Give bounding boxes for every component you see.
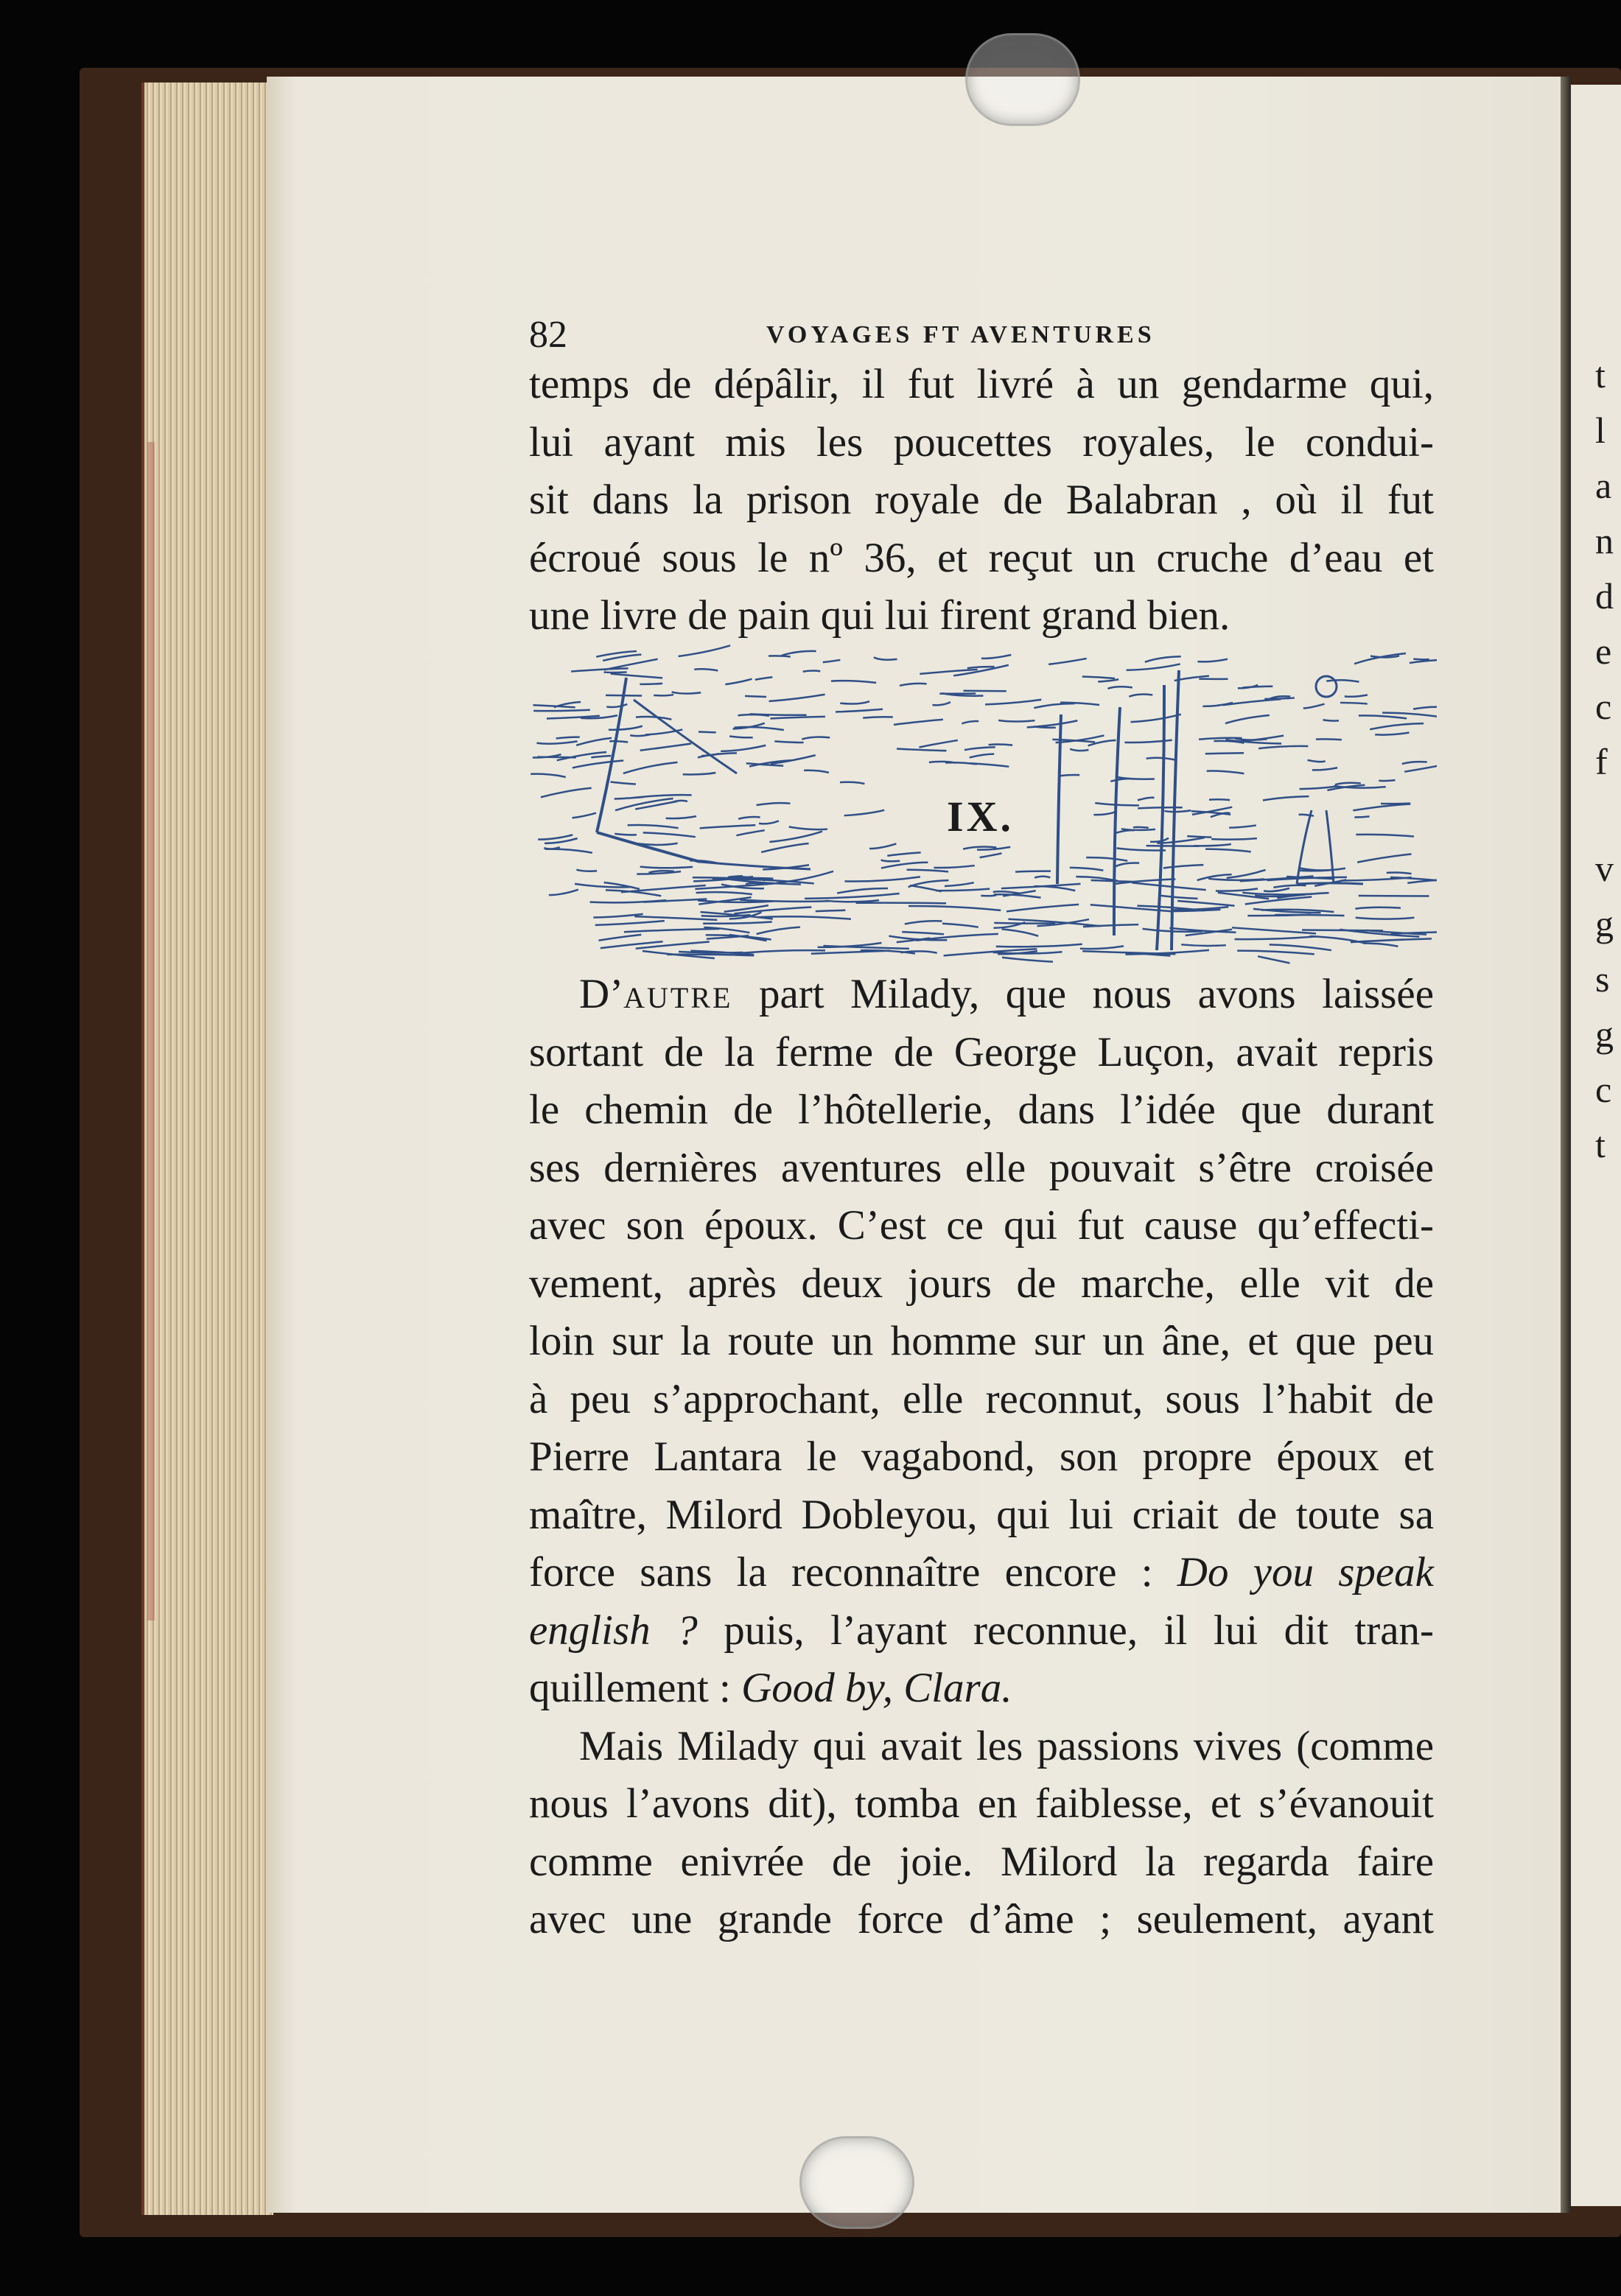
sketch-stroke xyxy=(679,645,730,656)
sketch-stroke xyxy=(1034,726,1055,727)
sketch-stroke xyxy=(696,892,752,894)
sketch-stroke xyxy=(636,717,671,720)
sketch-stroke xyxy=(897,749,946,751)
facing-page-letter: e xyxy=(1595,631,1612,672)
text-segment: nous l’avons dit), tomba en faiblesse, et s’évanouit xyxy=(529,1780,1434,1827)
sketch-stroke xyxy=(609,741,628,742)
text-line xyxy=(529,1433,1434,1481)
sketch-stroke xyxy=(874,657,897,659)
page-clip-top xyxy=(965,33,1080,126)
sketch-stroke xyxy=(782,651,816,656)
sketch-stroke xyxy=(736,830,764,835)
facing-page-letter: g xyxy=(1595,903,1614,944)
text-segment: écroué sous le nº 36, et reçut un cruche d’eau et xyxy=(529,534,1434,581)
sketch-stroke xyxy=(1093,811,1117,815)
sketch-stroke xyxy=(1326,680,1359,681)
text-segment: Pierre Lantara le vagabond, son propre époux et xyxy=(529,1433,1434,1480)
facing-page-letter: v xyxy=(1595,848,1614,889)
sketch-stroke xyxy=(536,741,577,743)
sketch-stroke xyxy=(1247,915,1311,916)
sketch-stroke xyxy=(725,679,752,684)
sketch-stroke xyxy=(845,877,920,881)
sketch-stroke xyxy=(538,835,573,839)
sketch-stroke xyxy=(831,681,876,683)
sketch-stroke xyxy=(672,692,701,693)
sketch-stroke xyxy=(1048,659,1087,664)
text-segment: maître, Milord Dobleyou, qui lui criait de toute sa xyxy=(529,1491,1434,1538)
sketch-stroke xyxy=(671,801,687,803)
page-edge-tint xyxy=(147,442,155,1621)
sketch-stroke xyxy=(1080,946,1124,949)
facing-page-letter: t xyxy=(1595,354,1606,396)
sketch-stroke xyxy=(1127,664,1180,670)
sketch-stroke xyxy=(887,852,920,855)
sketch-stroke xyxy=(1309,936,1365,944)
sketch-stroke xyxy=(755,677,772,679)
text-line xyxy=(529,1896,1434,1943)
sketch-stroke xyxy=(598,935,641,941)
sketch-stroke xyxy=(571,668,628,671)
sketch-stroke xyxy=(980,853,1002,857)
sketch-stroke xyxy=(840,701,869,703)
sketch-stroke xyxy=(549,890,578,896)
sketch-stroke xyxy=(1146,758,1177,760)
sketch-stroke xyxy=(1297,810,1312,884)
sketch-stroke xyxy=(1312,768,1337,770)
sketch-stroke xyxy=(1006,905,1079,911)
sketch-stroke xyxy=(1177,901,1234,906)
sketch-stroke xyxy=(759,821,779,824)
italic-text: Good by, Clara. xyxy=(741,1665,1012,1711)
text-segment: ses dernières aventures elle pouvait s’être croisée xyxy=(529,1144,1434,1191)
sketch-stroke xyxy=(597,832,700,862)
sketch-stroke xyxy=(576,738,612,745)
sketch-stroke xyxy=(635,801,677,810)
text-line xyxy=(529,361,1434,408)
sketch-stroke xyxy=(1034,886,1076,891)
sketch-stroke xyxy=(905,921,942,924)
sketch-stroke xyxy=(611,674,662,678)
sketch-stroke xyxy=(1197,659,1228,662)
sketch-stroke xyxy=(628,825,679,828)
text-segment: une livre de pain qui lui firent grand bien. xyxy=(529,592,1230,639)
sketch-stroke xyxy=(1363,944,1398,947)
sketch-stroke xyxy=(1211,838,1257,840)
sketch-stroke xyxy=(804,770,829,773)
sketch-stroke xyxy=(1356,918,1415,919)
sketch-stroke xyxy=(837,888,888,894)
text-line xyxy=(529,1029,1434,1076)
sketch-stroke xyxy=(902,932,944,934)
sketch-stroke xyxy=(603,655,641,661)
sketch-stroke xyxy=(1132,882,1205,890)
text-line xyxy=(529,1376,1434,1423)
sketch-stroke xyxy=(803,671,820,672)
sketch-stroke xyxy=(844,810,885,815)
sketch-stroke xyxy=(1002,929,1039,935)
sketch-stroke xyxy=(802,737,830,740)
facing-page-letter: c xyxy=(1595,686,1612,727)
text-line xyxy=(529,419,1434,466)
sketch-stroke xyxy=(919,740,957,748)
sketch-stroke xyxy=(623,762,678,773)
sketch-stroke xyxy=(1060,775,1079,776)
text-segment: le chemin de l’hôtellerie, dans l’idée que durant xyxy=(529,1086,1434,1133)
sketch-stroke xyxy=(1303,704,1325,709)
sketch-stroke xyxy=(573,813,596,818)
text-line xyxy=(529,1723,1434,1770)
sketch-stroke xyxy=(856,903,947,904)
italic-text: Do you speak xyxy=(1177,1549,1434,1595)
sketch-stroke xyxy=(1413,659,1429,660)
text-line xyxy=(529,1607,1434,1654)
sketch-stroke xyxy=(932,702,950,705)
sketch-stroke xyxy=(1316,739,1342,740)
sketch-stroke xyxy=(771,755,816,764)
sketch-stroke xyxy=(970,754,994,758)
sketch-stroke xyxy=(1159,896,1198,899)
sketch-stroke xyxy=(1355,907,1401,909)
facing-page-letter: c xyxy=(1595,1069,1612,1110)
sketch-stroke xyxy=(683,773,716,774)
sketch-stroke xyxy=(545,849,592,853)
sketch-stroke xyxy=(936,889,990,891)
text-line xyxy=(529,1202,1434,1249)
sketch-stroke xyxy=(1131,715,1181,722)
page-clip-bottom xyxy=(799,2136,914,2229)
rider-figure xyxy=(1316,676,1337,697)
sketch-stroke xyxy=(1413,707,1437,709)
sketch-stroke xyxy=(1107,687,1132,689)
sketch-stroke xyxy=(1002,958,1053,962)
text-segment: sit dans la prison royale de Balabran , où il fut xyxy=(529,477,1434,523)
facing-page-letter: t xyxy=(1595,1124,1606,1165)
text-line xyxy=(529,592,1434,639)
sketch-stroke xyxy=(769,832,822,842)
text-line xyxy=(529,1665,1434,1712)
sketch-stroke xyxy=(624,929,720,932)
sketch-stroke xyxy=(900,684,927,686)
sketch-stroke xyxy=(640,744,692,751)
text-segment: avec une grande force d’âme ; seulement, ayant xyxy=(529,1896,1434,1942)
sketch-stroke xyxy=(1370,723,1424,729)
sketch-stroke xyxy=(1129,694,1152,696)
facing-page-letter: l xyxy=(1595,410,1606,451)
text-segment: force sans la reconnaître encore : xyxy=(529,1549,1177,1595)
sketch-stroke xyxy=(910,885,942,891)
text-line xyxy=(529,1318,1434,1365)
sketch-stroke xyxy=(994,894,1041,897)
sketch-stroke xyxy=(1116,848,1166,850)
sketch-stroke xyxy=(1308,760,1326,762)
sketch-stroke xyxy=(1181,944,1226,946)
sketch-stroke xyxy=(1205,849,1251,852)
sketch-stroke xyxy=(1402,762,1427,764)
sketch-stroke xyxy=(816,910,846,911)
sketch-stroke xyxy=(1264,888,1289,891)
sketch-stroke xyxy=(881,863,928,868)
sketch-stroke xyxy=(634,916,717,920)
sketch-stroke xyxy=(761,843,808,852)
sketch-stroke xyxy=(1133,827,1149,828)
sketch-stroke xyxy=(998,720,1034,722)
sketch-stroke xyxy=(996,944,1082,947)
sketch-stroke xyxy=(840,782,864,784)
sketch-stroke xyxy=(1354,653,1406,664)
text-line xyxy=(529,1839,1434,1886)
sketch-stroke xyxy=(1235,936,1315,939)
book-gutter xyxy=(1561,77,1571,2213)
sketch-stroke xyxy=(789,826,827,829)
sketch-stroke xyxy=(805,894,899,899)
facing-page-letter: a xyxy=(1595,465,1612,506)
sketch-stroke xyxy=(1225,715,1270,723)
sketch-stroke xyxy=(606,704,627,707)
sketch-stroke xyxy=(945,882,974,886)
sketch-stroke xyxy=(591,756,611,757)
text-line xyxy=(529,1260,1434,1307)
sketch-stroke xyxy=(1379,780,1395,781)
sketch-stroke xyxy=(1070,868,1103,871)
text-line xyxy=(529,1549,1434,1596)
sketch-stroke xyxy=(721,745,766,751)
chapter-number: IX. xyxy=(947,793,1014,840)
sketch-stroke xyxy=(1359,715,1407,718)
text-line xyxy=(529,535,1434,582)
text-segment: comme enivrée de joie. Milord la regarda faire xyxy=(529,1838,1434,1885)
sketch-stroke xyxy=(771,717,825,719)
sketch-stroke xyxy=(757,927,800,934)
text-segment: avec son époux. C’est ce qui fut cause qu’effecti- xyxy=(529,1202,1434,1249)
sketch-stroke xyxy=(1207,771,1244,774)
italic-text: english ? xyxy=(529,1607,698,1654)
text-segment: part Milady, que nous avons laissée xyxy=(732,971,1434,1017)
sketch-stroke xyxy=(1082,676,1115,678)
text-line xyxy=(529,971,1434,1018)
sketch-stroke xyxy=(964,747,995,750)
sketch-stroke xyxy=(531,774,566,777)
sketch-stroke xyxy=(869,843,896,849)
sketch-stroke xyxy=(666,816,696,818)
page-number: 82 xyxy=(529,314,567,356)
sketch-stroke xyxy=(1150,838,1169,842)
sketch-stroke xyxy=(1070,749,1088,751)
sketch-stroke xyxy=(738,817,760,819)
text-segment: temps de dépâlir, il fut livré à un gendarme qui, xyxy=(529,361,1434,407)
page-edges xyxy=(141,82,273,2215)
sketch-stroke xyxy=(1145,656,1181,662)
sketch-stroke xyxy=(1194,844,1231,846)
facing-page-letter: d xyxy=(1595,575,1614,617)
sketch-stroke xyxy=(1258,956,1289,963)
sketch-stroke xyxy=(1387,873,1412,874)
sketch-stroke xyxy=(694,669,718,670)
text-segment: lui ayant mis les poucettes royales, le condui- xyxy=(529,418,1434,466)
running-head: VOYAGES FT AVENTURES xyxy=(766,321,1155,348)
sketch-stroke xyxy=(769,695,825,701)
text-segment: puis, l’ayant reconnue, il lui dit tran- xyxy=(697,1607,1434,1654)
sketch-stroke xyxy=(1229,825,1256,827)
sketch-stroke xyxy=(917,934,998,941)
sketch-stroke xyxy=(1273,885,1306,888)
sketch-stroke xyxy=(942,924,978,927)
sketch-stroke xyxy=(1263,796,1309,800)
text-line xyxy=(529,1145,1434,1192)
sketch-stroke xyxy=(573,760,623,768)
sketch-stroke xyxy=(556,737,580,739)
sketch-stroke xyxy=(1216,888,1258,891)
sketch-stroke xyxy=(595,921,665,925)
sketch-stroke xyxy=(699,731,716,732)
sketch-stroke xyxy=(962,721,978,723)
text-line xyxy=(529,1780,1434,1828)
sketch-stroke xyxy=(609,726,643,730)
sketch-stroke xyxy=(1034,703,1074,708)
sketch-stroke xyxy=(738,715,769,716)
sketch-stroke xyxy=(1353,804,1410,810)
sketch-stroke xyxy=(1015,871,1051,872)
sketch-stroke xyxy=(1375,733,1409,735)
sketch-stroke xyxy=(643,832,696,837)
sketch-stroke xyxy=(1163,865,1203,868)
sketch-stroke xyxy=(611,782,636,784)
sketch-stroke xyxy=(824,946,909,949)
small-caps-text: autre xyxy=(623,971,733,1017)
sketch-stroke xyxy=(836,709,883,712)
sketch-stroke xyxy=(703,922,772,924)
sketch-stroke xyxy=(1121,829,1155,830)
sketch-stroke xyxy=(701,915,751,916)
text-line xyxy=(529,1492,1434,1539)
sketch-stroke xyxy=(823,660,841,662)
sketch-stroke xyxy=(740,900,830,902)
text-segment: à peu s’approchant, elle reconnut, sous l’habit de xyxy=(529,1375,1434,1422)
text-segment: Mais Milady qui avait les passions vives (comme xyxy=(579,1722,1434,1769)
sketch-stroke xyxy=(1114,863,1139,867)
sketch-stroke xyxy=(945,762,977,764)
sketch-stroke xyxy=(1138,798,1155,801)
sketch-stroke xyxy=(1209,799,1230,800)
sketch-stroke xyxy=(967,667,995,668)
sketch-stroke xyxy=(1335,783,1361,785)
text-segment: vement, après deux jours de marche, elle vit de xyxy=(529,1260,1434,1307)
sketch-stroke xyxy=(985,700,1041,705)
sketch-stroke xyxy=(634,700,737,773)
sketch-stroke xyxy=(757,803,791,805)
sketch-stroke xyxy=(907,870,948,872)
text-segment: quillement : xyxy=(529,1665,742,1711)
sketch-stroke xyxy=(640,867,693,868)
sketch-stroke xyxy=(1357,854,1411,862)
sketch-stroke xyxy=(1164,810,1191,812)
sketch-stroke xyxy=(1114,707,1120,935)
sketch-stroke xyxy=(1187,836,1211,838)
sketch-stroke xyxy=(576,870,597,871)
sketch-stroke xyxy=(541,788,592,798)
sketch-stroke xyxy=(729,736,752,737)
facing-page-letter: s xyxy=(1595,958,1610,1000)
facing-page-letter: n xyxy=(1595,520,1614,561)
sketch-stroke xyxy=(745,696,766,697)
sketch-stroke xyxy=(700,862,810,869)
sketch-stroke xyxy=(1356,835,1414,837)
sketch-stroke xyxy=(1340,703,1368,704)
sketch-stroke xyxy=(894,720,943,725)
sketch-stroke xyxy=(825,900,879,902)
sketch-stroke xyxy=(934,866,975,868)
sketch-stroke xyxy=(1205,753,1244,754)
text-segment: sortant de la ferme de George Luçon, avait repris xyxy=(529,1028,1434,1075)
sketch-stroke xyxy=(1270,944,1331,950)
sketch-stroke xyxy=(881,860,900,862)
sketch-stroke xyxy=(606,890,661,896)
sketch-stroke xyxy=(634,795,692,798)
sketch-stroke xyxy=(700,825,756,828)
text-line xyxy=(529,477,1434,524)
sketch-stroke xyxy=(1086,857,1127,861)
sketch-stroke xyxy=(1354,816,1369,817)
sketch-stroke xyxy=(774,741,803,742)
sketch-stroke xyxy=(1098,679,1118,681)
sketch-stroke xyxy=(615,834,637,835)
facing-page-letter: f xyxy=(1595,741,1608,782)
sketch-stroke xyxy=(1227,870,1266,878)
sketch-stroke xyxy=(1241,736,1284,742)
text-segment: loin sur la route un homme sur un âne, et que peu xyxy=(529,1318,1434,1364)
text-segment: D’ xyxy=(579,971,624,1017)
sketch-stroke xyxy=(533,710,590,711)
facing-page-letter: g xyxy=(1595,1014,1614,1055)
sketch-stroke xyxy=(1237,951,1314,955)
sketch-stroke xyxy=(1242,687,1272,688)
sketch-stroke xyxy=(1258,746,1308,748)
sketch-stroke xyxy=(1326,810,1334,884)
text-line xyxy=(529,1086,1434,1134)
sketch-stroke xyxy=(1297,883,1363,884)
sketch-stroke xyxy=(981,655,1011,659)
sketch-stroke xyxy=(1345,695,1368,696)
sketch-stroke xyxy=(704,927,749,933)
sketch-stroke xyxy=(908,906,1001,910)
sketch-stroke xyxy=(1034,877,1050,878)
